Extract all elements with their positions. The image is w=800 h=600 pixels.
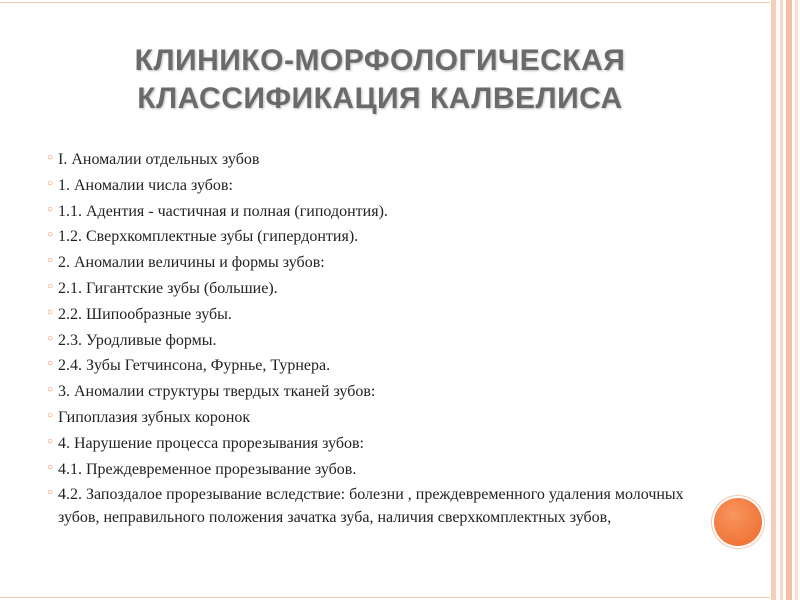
list-item	[47, 431, 710, 457]
list-item	[47, 328, 710, 354]
bottom-border-line	[0, 597, 770, 598]
list-item	[47, 482, 710, 529]
list-item-text: 2.4. Зубы Гетчинсона, Фурнье, Турнера.	[58, 357, 331, 375]
decorative-circle	[714, 498, 762, 546]
list-item	[47, 147, 710, 173]
list-item	[47, 173, 710, 199]
list-item	[47, 199, 710, 225]
stripe	[780, 0, 783, 600]
list-item-text: 1. Аномалии числа зубов:	[58, 176, 233, 194]
list-item	[47, 224, 710, 250]
stripe	[786, 0, 792, 600]
list-item	[47, 250, 710, 276]
list-item	[47, 379, 710, 405]
bullet-icon: ○	[47, 358, 54, 370]
bullet-icon: ○	[47, 177, 54, 189]
list-item-text: 1.2. Сверхкомплектные зубы (гипердонтия).	[58, 228, 359, 246]
list-item-text: 4.2. Запоздалое прорезывание вследствие: болезни , преждевременного удаления молочных зубов, неправильного положения зачатка зуба, наличия сверхкомплектных зубов,	[58, 486, 684, 527]
title-line-1: КЛИНИКО-МОРФОЛОГИЧЕСКАЯ	[134, 44, 626, 77]
classification-list	[47, 147, 710, 529]
bullet-icon: ○	[47, 152, 54, 163]
bullet-icon: ○	[47, 461, 54, 473]
list-item-text: 4.1. Преждевременное прорезывание зубов.	[58, 460, 357, 478]
bullet-icon: ○	[47, 306, 54, 318]
list-item	[47, 457, 710, 483]
bullet-icon: ○	[47, 332, 54, 344]
list-item	[47, 302, 710, 328]
list-item-text: 3. Аномалии структуры твердых тканей зубов:	[58, 383, 376, 401]
list-item-text: 4. Нарушение процесса прорезывания зубов:	[58, 434, 364, 452]
top-border-line	[0, 2, 770, 3]
bullet-icon: ○	[47, 203, 54, 215]
list-item-text: 2. Аномалии величины и формы зубов:	[58, 254, 325, 272]
bullet-icon: ○	[47, 384, 54, 396]
decorative-stripes	[766, 0, 800, 600]
list-item	[47, 276, 710, 302]
list-item-text: 2.3. Уродливые формы.	[58, 331, 217, 349]
bullet-icon: ○	[47, 255, 54, 267]
stripe	[771, 0, 776, 600]
list-item-text: 2.1. Гигантские зубы (большие).	[58, 279, 278, 297]
stripe	[795, 0, 798, 600]
bullet-icon: ○	[47, 280, 54, 292]
list-item-text: I. Аномалии отдельных зубов	[58, 151, 260, 168]
list-item-text: Гипоплазия зубных коронок	[58, 408, 251, 426]
bullet-icon: ○	[47, 435, 54, 447]
list-item-text: 2.2. Шипообразные зубы.	[58, 305, 232, 323]
list-item-text: 1.1. Адентия - частичная и полная (гиподонтия).	[58, 202, 388, 220]
list-item	[47, 405, 710, 431]
slide-title	[40, 42, 720, 118]
list-item	[47, 353, 710, 379]
bullet-icon: ○	[47, 229, 54, 241]
bullet-icon: ○	[47, 409, 54, 421]
title-line-2: КЛАССИФИКАЦИЯ КАЛВЕЛИСА	[137, 82, 623, 115]
bullet-icon: ○	[47, 487, 54, 499]
